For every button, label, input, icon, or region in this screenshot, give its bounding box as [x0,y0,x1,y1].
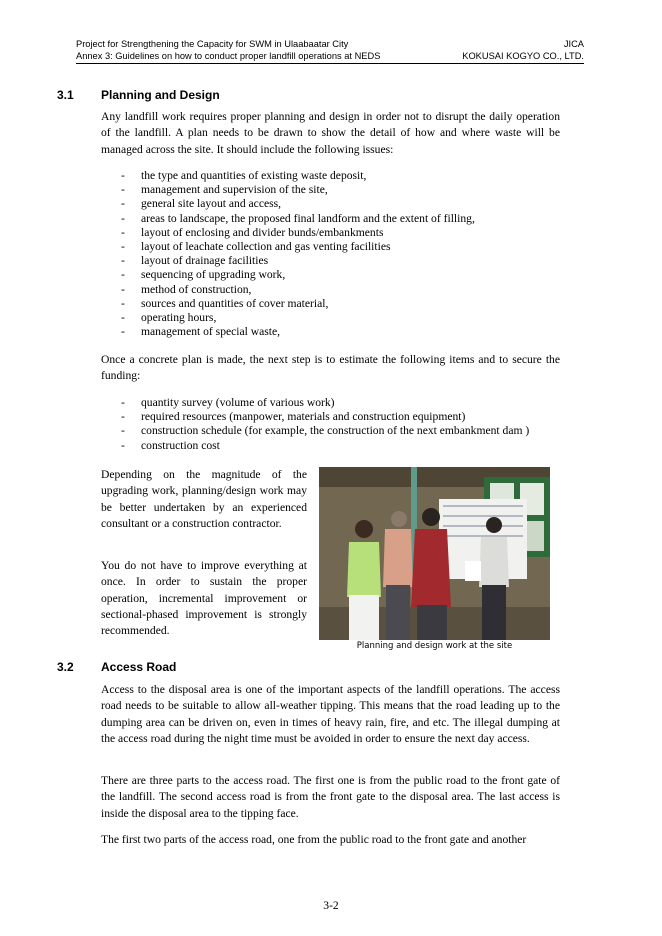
list-item: - required resources (manpower, materials and construction equipment) [121,410,529,424]
incremental-paragraph: You do not have to improve everything at once. In order to sustain the proper operation, incremental improvement or sectional-phased improvement is strongly recommended. [101,559,307,638]
section-number: 3.2 [57,660,74,674]
list-item: - quantity survey (volume of various work) [121,396,529,410]
list-item: - sequencing of upgrading work, [121,268,475,282]
header-annex-title: Annex 3: Guidelines on how to conduct proper landfill operations at NEDS [76,51,381,61]
list-item: - areas to landscape, the proposed final landform and the extent of filling, [121,212,475,226]
section-title: Access Road [101,660,177,674]
photo-caption: Planning and design work at the site [356,641,513,651]
section-title: Planning and Design [101,88,220,102]
access-road-paragraph-3: The first two parts of the access road, one from the public road to the front gate and another [101,833,527,846]
list-item: - method of construction, [121,283,475,297]
page-number: 3-2 [323,899,339,912]
header-company: KOKUSAI KOGYO CO., LTD. [462,51,584,61]
list-item: - operating hours, [121,311,475,325]
section-heading-planning [57,88,220,102]
header-project-title: Project for Strengthening the Capacity for SWM in Ulaabaatar City [76,39,349,49]
access-road-paragraph-2: There are three parts to the access road. The first one is from the public road to the front gate of the landfill. The second access road is from the front gate to the disposal area. The last access is inside the disposal area to the tipping face. [101,774,560,820]
header-client: JICA [563,39,584,49]
list-item: - layout of drainage facilities [121,254,475,268]
list-item: - management and supervision of the site, [121,183,475,197]
list-item: - the type and quantities of existing waste deposit, [121,169,475,183]
section-number: 3.1 [57,88,74,102]
estimate-items-list [121,396,529,453]
list-item: - sources and quantities of cover material, [121,297,475,311]
site-planning-photo [319,467,550,640]
list-item: - management of special waste, [121,325,475,339]
list-item: - layout of leachate collection and gas venting facilities [121,240,475,254]
list-item: - construction schedule (for example, the construction of the next embankment dam ) [121,424,529,438]
estimate-intro-paragraph: Once a concrete plan is made, the next step is to estimate the following items and to secure the funding: [101,353,560,383]
page-header [76,38,584,64]
section-heading-access-road [57,660,176,674]
consultant-paragraph: Depending on the magnitude of the upgrading work, planning/design work may be better undertaken by an experienced consultant or a construction contractor. [101,468,307,530]
list-item: - construction cost [121,439,529,453]
planning-intro-paragraph: Any landfill work requires proper planning and design in order not to disrupt the daily operation of the landfill. A plan needs to be drawn to show the detail of how and where waste will be managed across the site. It should include the following issues: [101,110,560,156]
list-item: - layout of enclosing and divider bunds/embankments [121,226,475,240]
planning-issues-list [121,169,475,339]
list-item: - general site layout and access, [121,197,475,211]
access-road-paragraph-1: Access to the disposal area is one of the important aspects of the landfill operations. The access road needs to be suitable to allow all-weather tipping. This means that the road leading up to the dumping area can be driven on, even in times of heavy rain, fire, and etc. The illegal dumping at the access road during the night time must be avoided in order to ensure the next day access. [101,683,560,745]
